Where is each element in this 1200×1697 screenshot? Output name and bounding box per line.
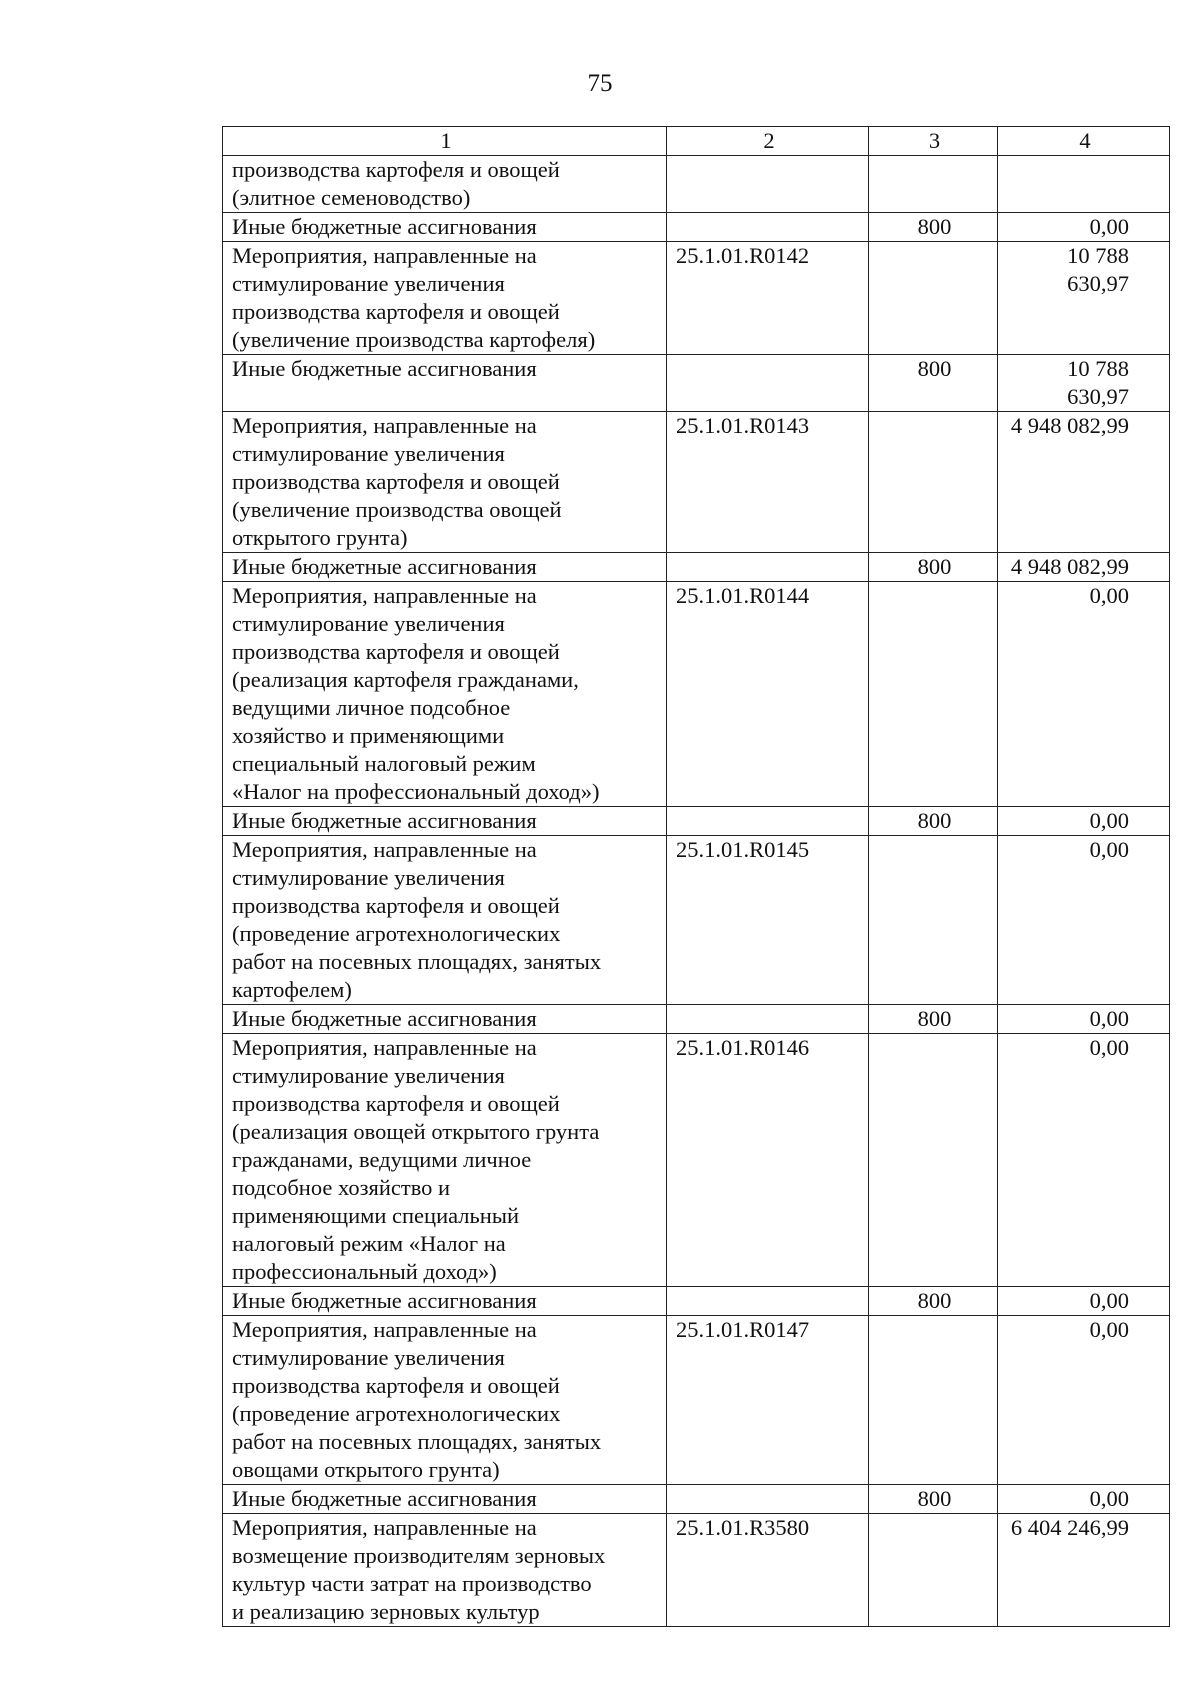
row-amount-cell: 4 948 082,99	[998, 553, 1170, 582]
row-name-line: производства картофеля и овощей	[232, 299, 560, 324]
row-name-line: Иные бюджетные ассигнования	[232, 1486, 537, 1511]
row-name-line: Мероприятия, направленные на	[232, 243, 537, 268]
row-code-cell: 25.1.01.R0144	[667, 582, 869, 807]
table-row	[223, 412, 1170, 553]
row-name-line: и реализацию зерновых культур	[232, 1599, 540, 1624]
row-name-cell	[223, 1514, 667, 1627]
row-name-cell	[223, 1316, 667, 1485]
row-amount-cell: 0,00	[998, 582, 1170, 807]
header-col-1: 1	[223, 127, 667, 156]
row-name-line: производства картофеля и овощей	[232, 893, 560, 918]
row-type-cell: 800	[869, 213, 998, 242]
row-name-cell	[223, 1005, 667, 1034]
row-name-line: культур части затрат на производство	[232, 1571, 592, 1596]
row-name-line: возмещение производителям зерновых	[232, 1543, 606, 1568]
row-name-line: гражданами, ведущими личное	[232, 1147, 532, 1172]
row-type-cell: 800	[869, 355, 998, 412]
row-code-cell	[667, 156, 869, 213]
row-name-line: Мероприятия, направленные на	[232, 1515, 537, 1540]
row-name-cell	[223, 213, 667, 242]
budget-table-body	[223, 127, 1170, 1627]
table-row	[223, 1485, 1170, 1514]
row-code-cell: 25.1.01.R0143	[667, 412, 869, 553]
row-type-cell: 800	[869, 1005, 998, 1034]
row-name-line: Иные бюджетные ассигнования	[232, 1006, 537, 1031]
row-name-line: производства картофеля и овощей	[232, 1373, 560, 1398]
header-col-3: 3	[869, 127, 998, 156]
row-name-line: картофелем)	[232, 977, 352, 1002]
row-name-cell	[223, 1034, 667, 1287]
row-name-line: работ на посевных площадях, занятых	[232, 949, 602, 974]
row-name-line: Мероприятия, направленные на	[232, 583, 537, 608]
row-type-cell	[869, 1034, 998, 1287]
row-type-cell	[869, 412, 998, 553]
row-name-line: (проведение агротехнологических	[232, 921, 561, 946]
row-amount-cell: 4 948 082,99	[998, 412, 1170, 553]
row-amount-cell: 0,00	[998, 213, 1170, 242]
table-row	[223, 582, 1170, 807]
row-name-line: Мероприятия, направленные на	[232, 413, 537, 438]
table-row	[223, 156, 1170, 213]
row-amount-cell	[998, 156, 1170, 213]
table-row	[223, 213, 1170, 242]
row-code-cell: 25.1.01.R3580	[667, 1514, 869, 1627]
row-name-line: открытого грунта)	[232, 525, 408, 550]
row-name-line: ведущими личное подсобное	[232, 695, 511, 720]
row-code-cell: 25.1.01.R0147	[667, 1316, 869, 1485]
row-amount-cell: 0,00	[998, 1316, 1170, 1485]
row-name-cell	[223, 836, 667, 1005]
row-name-line: подсобное хозяйство и	[232, 1175, 451, 1200]
row-name-line: производства картофеля и овощей	[232, 639, 560, 664]
row-code-cell: 25.1.01.R0146	[667, 1034, 869, 1287]
row-name-line: производства картофеля и овощей	[232, 1091, 560, 1116]
row-type-cell: 800	[869, 553, 998, 582]
row-type-cell	[869, 582, 998, 807]
row-amount-cell: 10 788 630,97	[998, 355, 1170, 412]
row-amount-cell: 10 788 630,97	[998, 242, 1170, 355]
row-name-line: Мероприятия, направленные на	[232, 1035, 537, 1060]
row-amount-cell: 0,00	[998, 1485, 1170, 1514]
row-code-cell	[667, 1485, 869, 1514]
row-name-line: (увеличение производства овощей	[232, 497, 562, 522]
row-name-cell	[223, 156, 667, 213]
row-name-line: стимулирование увеличения	[232, 1063, 505, 1088]
row-name-line: производства картофеля и овощей	[232, 157, 560, 182]
row-name-line: Мероприятия, направленные на	[232, 837, 537, 862]
row-name-line: стимулирование увеличения	[232, 611, 505, 636]
row-name-line: (реализация картофеля гражданами,	[232, 667, 579, 692]
row-name-line: «Налог на профессиональный доход»)	[232, 779, 600, 804]
row-type-cell	[869, 1316, 998, 1485]
table-header-row	[223, 127, 1170, 156]
table-row	[223, 1034, 1170, 1287]
row-name-line: (реализация овощей открытого грунта	[232, 1119, 600, 1144]
row-name-line: Мероприятия, направленные на	[232, 1317, 537, 1342]
row-name-line: (элитное семеноводство)	[232, 185, 471, 210]
row-type-cell: 800	[869, 807, 998, 836]
row-name-line: Иные бюджетные ассигнования	[232, 808, 537, 833]
row-type-cell	[869, 242, 998, 355]
row-code-cell	[667, 1005, 869, 1034]
row-name-line: Иные бюджетные ассигнования	[232, 356, 537, 381]
row-name-line: профессиональный доход»)	[232, 1259, 497, 1284]
row-name-cell	[223, 355, 667, 412]
row-amount-cell: 6 404 246,99	[998, 1514, 1170, 1627]
row-name-line: Иные бюджетные ассигнования	[232, 214, 537, 239]
header-col-4: 4	[998, 127, 1170, 156]
row-code-cell	[667, 1287, 869, 1316]
table-row	[223, 807, 1170, 836]
row-name-cell	[223, 553, 667, 582]
budget-table	[222, 126, 1170, 1627]
row-name-cell	[223, 1485, 667, 1514]
row-code-cell	[667, 213, 869, 242]
row-name-line: (увеличение производства картофеля)	[232, 327, 596, 352]
row-amount-cell: 0,00	[998, 807, 1170, 836]
table-row	[223, 1514, 1170, 1627]
row-name-line: налоговый режим «Налог на	[232, 1231, 506, 1256]
row-name-line: производства картофеля и овощей	[232, 469, 560, 494]
row-name-cell	[223, 242, 667, 355]
row-name-cell	[223, 412, 667, 553]
row-name-line: стимулирование увеличения	[232, 271, 505, 296]
page-number: 75	[587, 70, 613, 97]
row-name-line: применяющими специальный	[232, 1203, 519, 1228]
row-code-cell	[667, 355, 869, 412]
row-name-line: стимулирование увеличения	[232, 1345, 505, 1370]
row-name-cell	[223, 807, 667, 836]
row-code-cell: 25.1.01.R0142	[667, 242, 869, 355]
row-name-line: специальный налоговый режим	[232, 751, 536, 776]
table-row	[223, 1316, 1170, 1485]
row-type-cell	[869, 1514, 998, 1627]
row-name-line: Иные бюджетные ассигнования	[232, 554, 537, 579]
table-row	[223, 1287, 1170, 1316]
row-code-cell	[667, 807, 869, 836]
row-type-cell	[869, 156, 998, 213]
row-name-line: овощами открытого грунта)	[232, 1457, 500, 1482]
row-name-line: стимулирование увеличения	[232, 441, 505, 466]
row-name-line: хозяйство и применяющими	[232, 723, 505, 748]
header-col-2: 2	[667, 127, 869, 156]
row-name-cell	[223, 582, 667, 807]
row-name-line: стимулирование увеличения	[232, 865, 505, 890]
row-code-cell	[667, 553, 869, 582]
row-code-cell: 25.1.01.R0145	[667, 836, 869, 1005]
row-amount-cell: 0,00	[998, 1287, 1170, 1316]
row-amount-cell: 0,00	[998, 1034, 1170, 1287]
table-row	[223, 355, 1170, 412]
row-type-cell	[869, 836, 998, 1005]
table-row	[223, 1005, 1170, 1034]
row-name-line: Иные бюджетные ассигнования	[232, 1288, 537, 1313]
row-type-cell: 800	[869, 1485, 998, 1514]
row-amount-cell: 0,00	[998, 836, 1170, 1005]
row-amount-cell: 0,00	[998, 1005, 1170, 1034]
row-name-line: работ на посевных площадях, занятых	[232, 1429, 602, 1454]
table-row	[223, 242, 1170, 355]
row-type-cell: 800	[869, 1287, 998, 1316]
row-name-cell	[223, 1287, 667, 1316]
table-row	[223, 553, 1170, 582]
row-name-line: (проведение агротехнологических	[232, 1401, 561, 1426]
table-row	[223, 836, 1170, 1005]
